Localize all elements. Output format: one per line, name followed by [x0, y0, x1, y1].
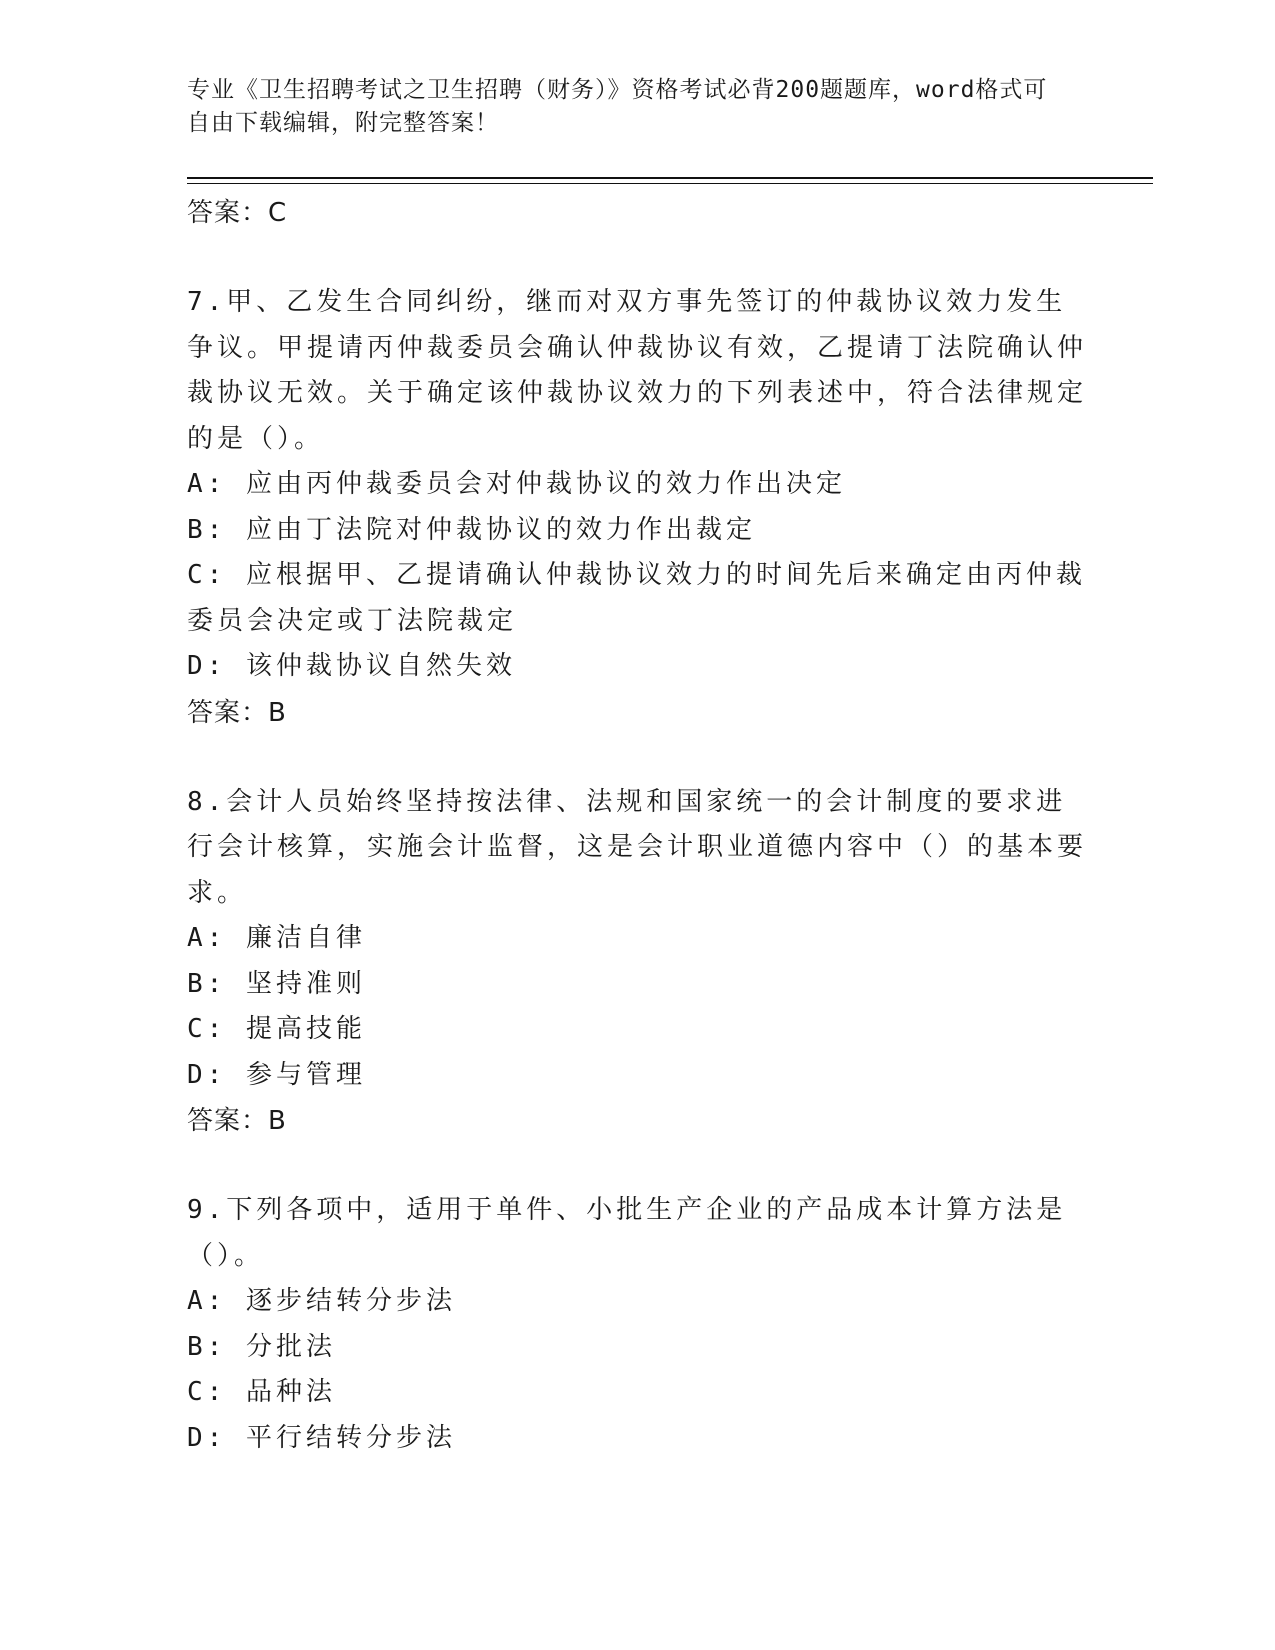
option-d: D: 该仲裁协议自然失效	[187, 651, 516, 681]
option-c: C: 品种法	[187, 1377, 336, 1407]
option-d: D: 平行结转分步法	[187, 1422, 456, 1453]
answer-line: 答案：C	[187, 198, 288, 228]
option-d: D: 参与管理	[187, 1059, 366, 1090]
spacer	[187, 1144, 1087, 1188]
option-a: A: 廉洁自律	[187, 923, 366, 953]
option-b: B: 分批法	[187, 1331, 336, 1362]
spacer	[187, 236, 1087, 280]
spacer	[187, 736, 1087, 780]
document-header	[187, 74, 1067, 140]
question-text: 9.下列各项中，适用于单件、小批生产企业的产品成本计算方法是（）。	[187, 1195, 1067, 1271]
question-7	[187, 280, 1087, 736]
option-b: B: 应由丁法院对仲裁协议的效力作出裁定	[187, 514, 756, 545]
option-a: A: 逐步结转分步法	[187, 1286, 456, 1316]
option-c: C: 应根据甲、乙提请确认仲裁协议效力的时间先后来确定由丙仲裁委员会决定或丁法院裁定	[187, 560, 1086, 636]
question-text: 8.会计人员始终坚持按法律、法规和国家统一的会计制度的要求进行会计核算，实施会计监督，这是会计职业道德内容中（）的基本要求。	[187, 786, 1088, 908]
question-8	[187, 780, 1087, 1145]
option-b: B: 坚持准则	[187, 968, 366, 999]
option-a: A: 应由丙仲裁委员会对仲裁协议的效力作出决定	[187, 469, 846, 499]
header-divider	[187, 177, 1153, 179]
answer-line: 答案：B	[187, 1106, 287, 1136]
option-c: C: 提高技能	[187, 1014, 366, 1044]
header-divider-thin	[187, 183, 1153, 184]
question-9	[187, 1188, 1087, 1461]
header-intro: 专业《卫生招聘考试之卫生招聘（财务）》资格考试必背200题题库，word格式可自由下载编辑，附完整答案！	[187, 77, 1048, 136]
answer-line: 答案：B	[187, 697, 287, 728]
question-text: 7.甲、乙发生合同纠纷，继而对双方事先签订的仲裁协议效力发生争议。甲提请丙仲裁委员会确认仲裁协议有效，乙提请丁法院确认仲裁协议无效。关于确定该仲裁协议效力的下列表述中，符合法律规定的是（）。	[187, 287, 1088, 454]
question-list	[187, 190, 1087, 1461]
